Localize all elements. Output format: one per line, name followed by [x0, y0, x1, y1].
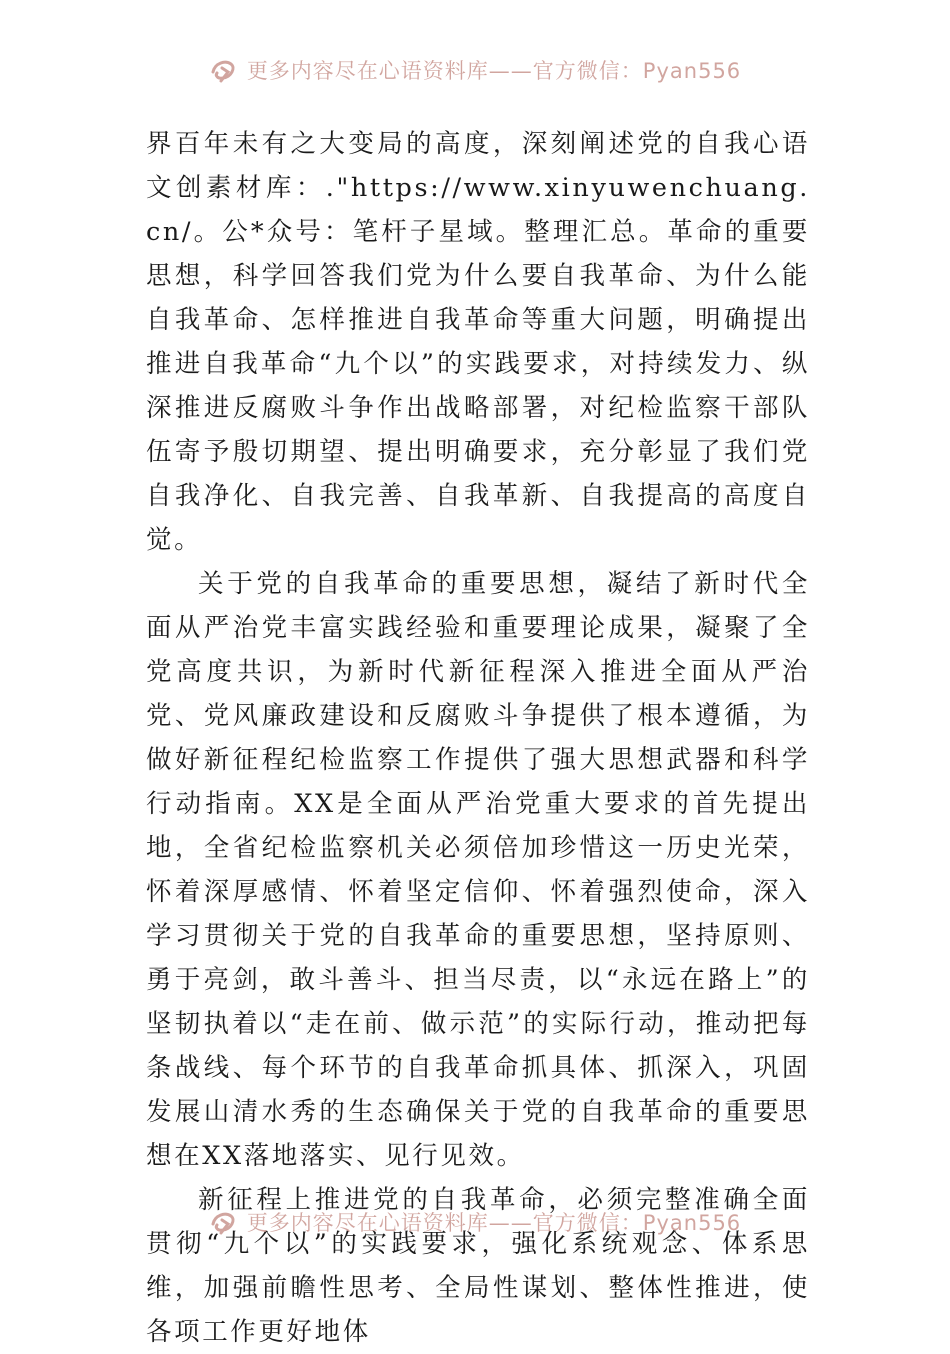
- watermark-text: 更多内容尽在心语资料库——官方微信：Pyan556: [246, 59, 742, 83]
- watermark-logo-icon: [209, 55, 239, 85]
- watermark-logo-icon: [209, 1207, 239, 1237]
- paragraph-2: 关于党的自我革命的重要思想，凝结了新时代全面从严治党丰富实践经验和重要理论成果，凝聚了全党高度共识，为新时代新征程深入推进全面从严治党、党风廉政建设和反腐败斗争提供了根本遵循，为做好新征程纪检监察工作提供了强大思想武器和科学行动指南。XX是全面从严治党重大要求的首先提出地，全省纪检监察机关必须倍加珍惜这一历史光荣，怀着深厚感情、怀着坚定信仰、怀着强烈使命，深入学习贯彻关于党的自我革命的重要思想，坚持原则、勇于亮剑，敢斗善斗、担当尽责，以“永远在路上”的坚韧执着以“走在前、做示范”的实际行动，推动把每条战线、每个环节的自我革命抓具体、抓深入，巩固发展山清水秀的生态确保关于党的自我革命的重要思想在XX落地落实、见行见效。: [146, 569, 810, 1171]
- paragraph-3: 新征程上推进党的自我革命，必须完整准确全面贯彻“九个以”的实践要求，强化系统观念、体系思维，加强前瞻性思考、全局性谋划、整体性推进，使各项工作更好地体: [146, 1185, 810, 1347]
- watermark-text: 更多内容尽在心语资料库——官方微信：Pyan556: [246, 1211, 742, 1235]
- document-body: [146, 122, 810, 1354]
- watermark-header: [0, 50, 950, 90]
- paragraph-1: 界百年未有之大变局的高度，深刻阐述党的自我心语文创素材库：."https://www.xinyuwenchuang.cn/。公*众号：笔杆子星域。整理汇总。革命的重要思想，科学回答我们党为什么要自我革命、为什么能自我革命、怎样推进自我革命等重大问题，明确提出推进自我革命“九个以”的实践要求，对持续发力、纵深推进反腐败斗争作出战略部署，对纪检监察干部队伍寄予殷切期望、提出明确要求，充分彰显了我们党自我净化、自我完善、自我革新、自我提高的高度自觉。: [146, 129, 810, 555]
- watermark-footer: [0, 1202, 950, 1242]
